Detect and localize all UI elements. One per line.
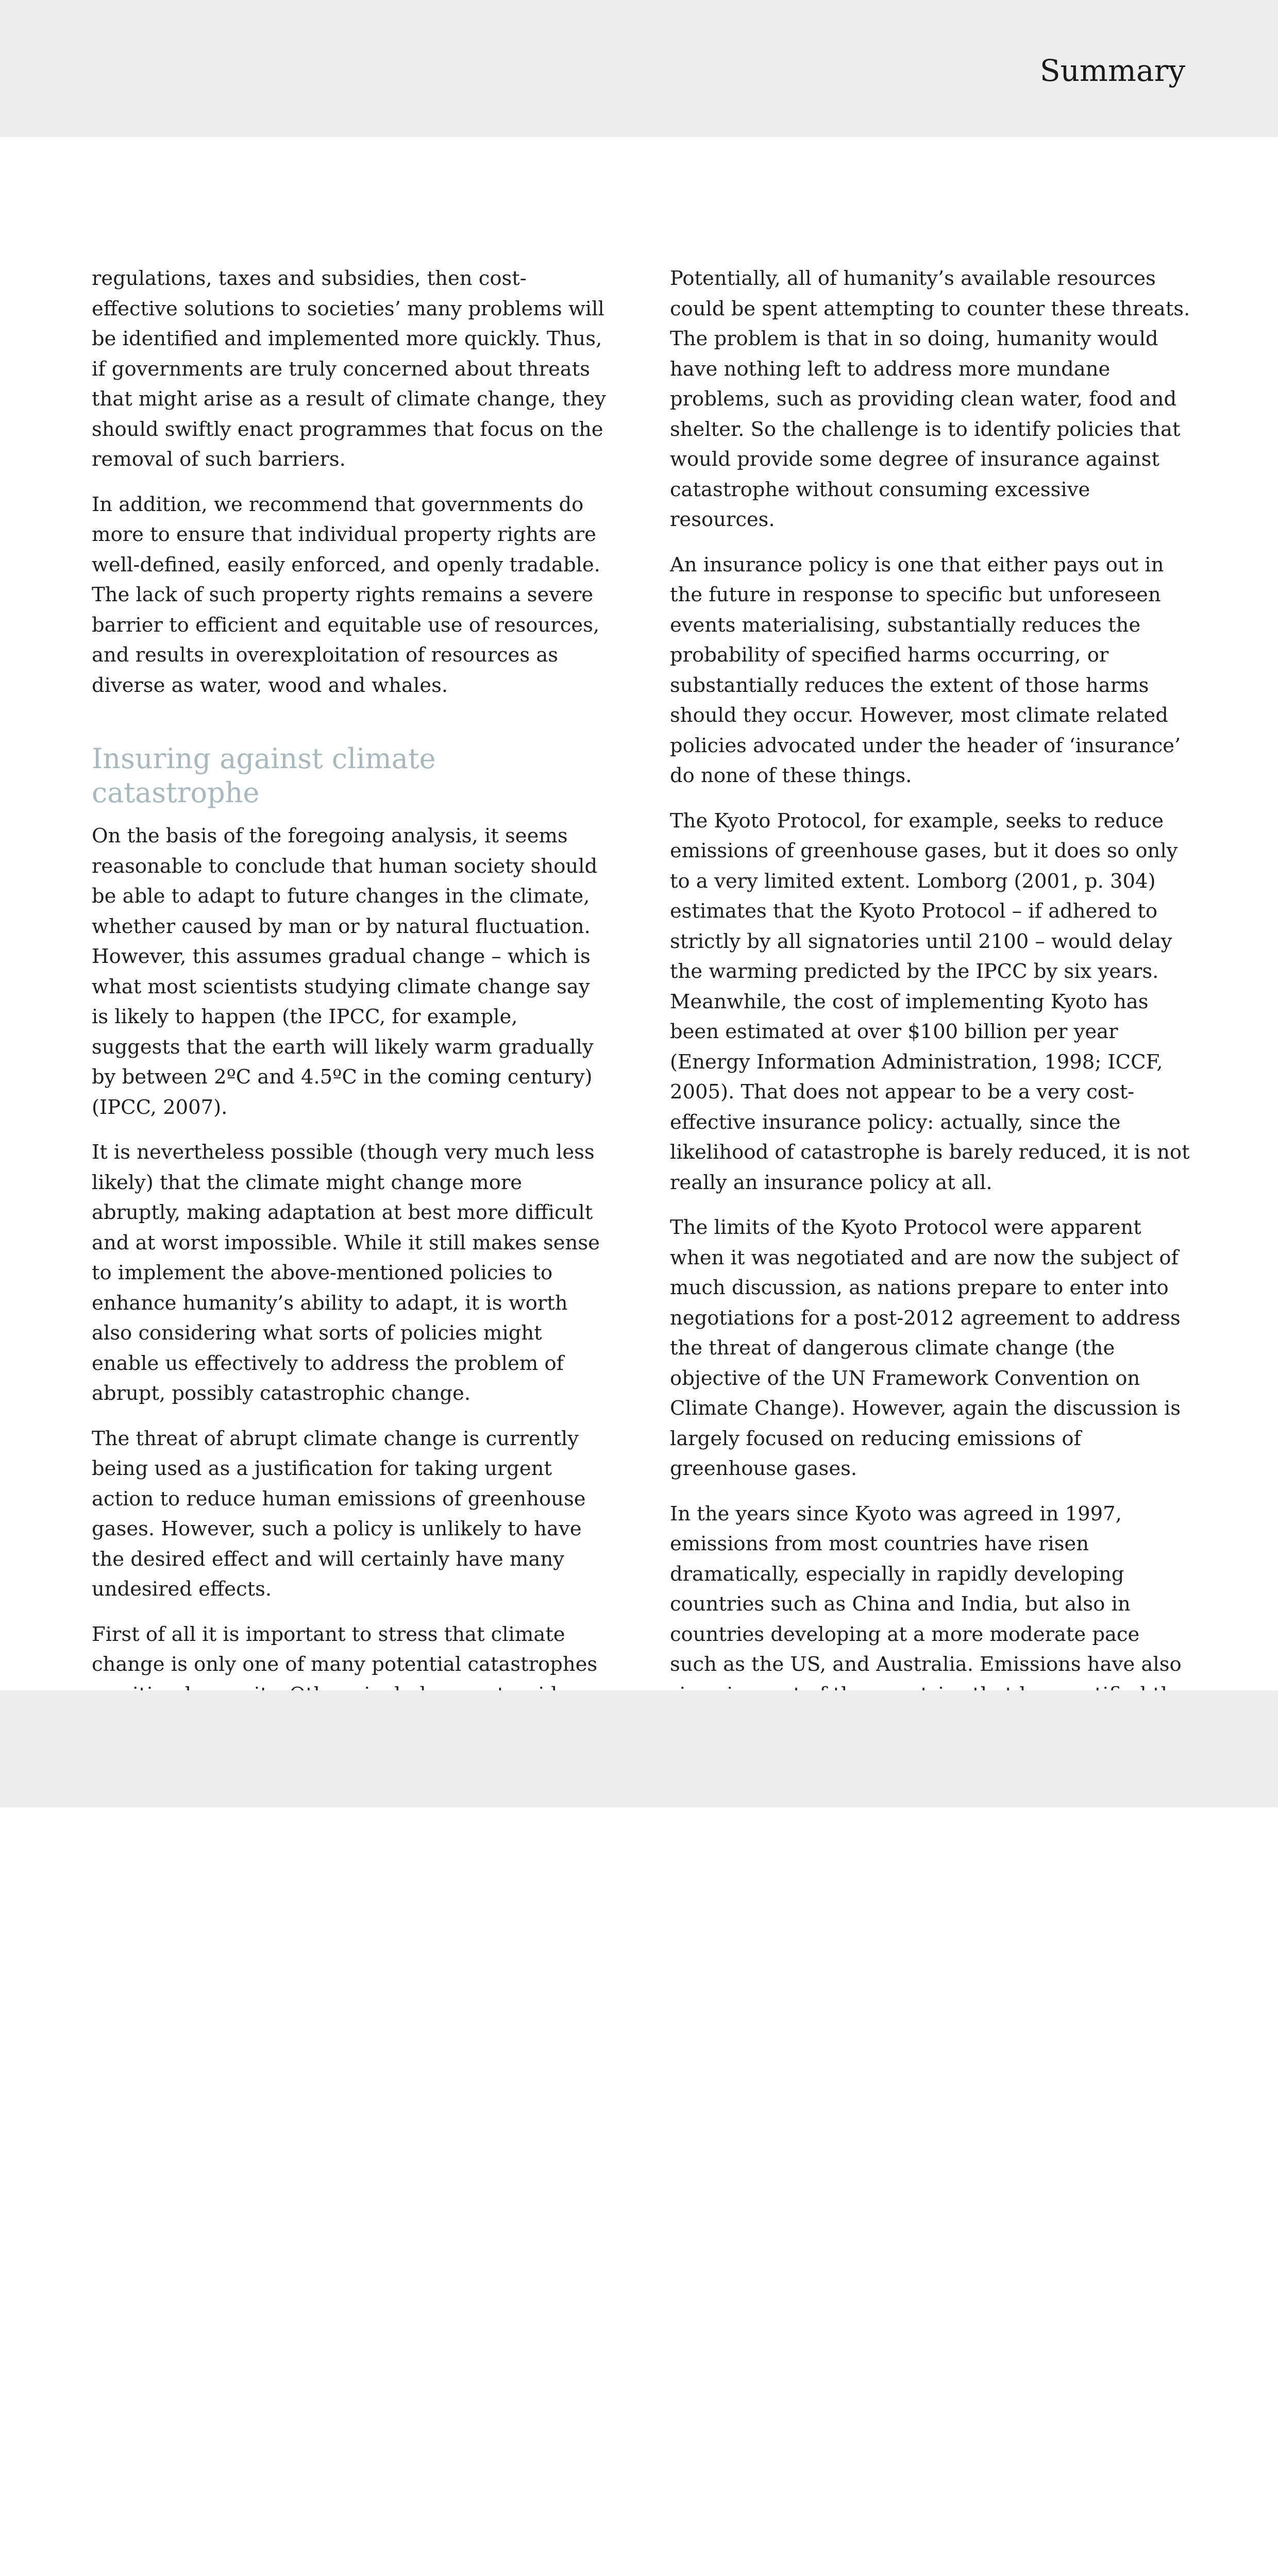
paragraph: An insurance policy is one that either pays out in the future in response to specific but unforeseen events materialising, substantially reduces the probability of specified harms occurring, or substantially reduces the extent of those harms should they occur. However, most climate related policies advocated under the header of ‘insurance’ do none of these things.	[670, 553, 1181, 787]
left-column	[92, 264, 610, 1816]
footer-band	[0, 1690, 1278, 1807]
paragraph: In the years since Kyoto was agreed in 1997, emissions from most countries have risen dramatically, especially in rapidly developing countries such as China and India, but also in countries developing at a more moderate pace such as the US, and Australia. Emissions have also	[670, 1502, 1182, 1676]
header-band	[0, 0, 1278, 137]
paragraph: It is nevertheless possible (though very much less likely) that the climate might change more abruptly, making adaptation at best more difficult and at worst impossible. While it still makes sense to implement the above-mentioned policies to enhance humanity’s ability to adapt, it is worth also considering what sorts of policies might enable us effectively to address the problem of abrupt, possibly catastrophic change.	[92, 1141, 600, 1405]
paragraph: The threat of abrupt climate change is currently being used as a justification for taking urgent action to reduce human emissions of greenhouse gases. However, such a policy is unlikely to have the desired effect and will certainly have many undesired effects.	[92, 1427, 586, 1601]
section-heading: Insuring against climate catastrophe	[92, 742, 436, 809]
right-column	[670, 264, 1191, 1816]
paragraph: Potentially, all of humanity’s available resources could be spent attempting to counter these threats. The problem is that in so doing, humanity would have nothing left to address more mundane problems, such as providing clean water, food and shelter. So the challenge is to identify policies that would provide some degree of insurance against catastrophe without consuming excessive resources.	[670, 267, 1190, 531]
paragraph: On the basis of the foregoing analysis, it seems reasonable to conclude that human society should be able to adapt to future changes in the climate, whether caused by man or by natural fluctuation. However, this assumes gradual change – which is what most scientists studying climate change say is likely to happen (the IPCC, for example, suggests that the earth will likely warm gradually by between 2ºC and 4.5ºC in the coming century)(IPCC, 2007).	[92, 824, 598, 1119]
paragraph: The limits of the Kyoto Protocol were apparent when it was negotiated and are now the subject of much discussion, as nations prepare to enter into negotiations for a post-2012 agreement to address the threat of dangerous climate change (the objective of the UN Framework Convention on Climate Change). However, again the discussion is largely focused on reducing emissions of greenhouse gases.	[670, 1216, 1181, 1480]
paragraph: The Kyoto Protocol, for example, seeks to reduce emissions of greenhouse gases, but it does so only to a very limited extent. Lomborg (2001, p. 304) estimates that the Kyoto Protocol – if adhered to strictly by all signatories until 2100 – would delay the warming predicted by the IPCC by six years. Meanwhile, the cost of implementing Kyoto has been estimated at over $100 billion per year (Energy Information Administration, 1998; ICCF, 2005). That does not appear to be a very cost-effective insurance policy: actually, since the likelihood of catastrophe is barely reduced, it is not really an insurance policy at all.	[670, 809, 1190, 1194]
paragraph: regulations, taxes and subsidies, then cost-effective solutions to societies’ many problems will be identified and implemented more quickly. Thus, if governments are truly concerned about threats that might arise as a result of climate change, they should swiftly enact programmes that focus on the removal of such barriers.	[92, 267, 606, 471]
paragraph: In addition, we recommend that governments do more to ensure that individual property rights are well-defined, easily enforced, and openly tradable. The lack of such property rights remains a severe barrier to efficient and equitable use of resources, and results in overexploitation of resources as diverse as water, wood and whales.	[92, 493, 600, 697]
section-title: Summary	[1039, 53, 1185, 88]
paragraph: First of all it is important to stress that climate change is only one of many potential catastrophes	[92, 1622, 598, 1676]
